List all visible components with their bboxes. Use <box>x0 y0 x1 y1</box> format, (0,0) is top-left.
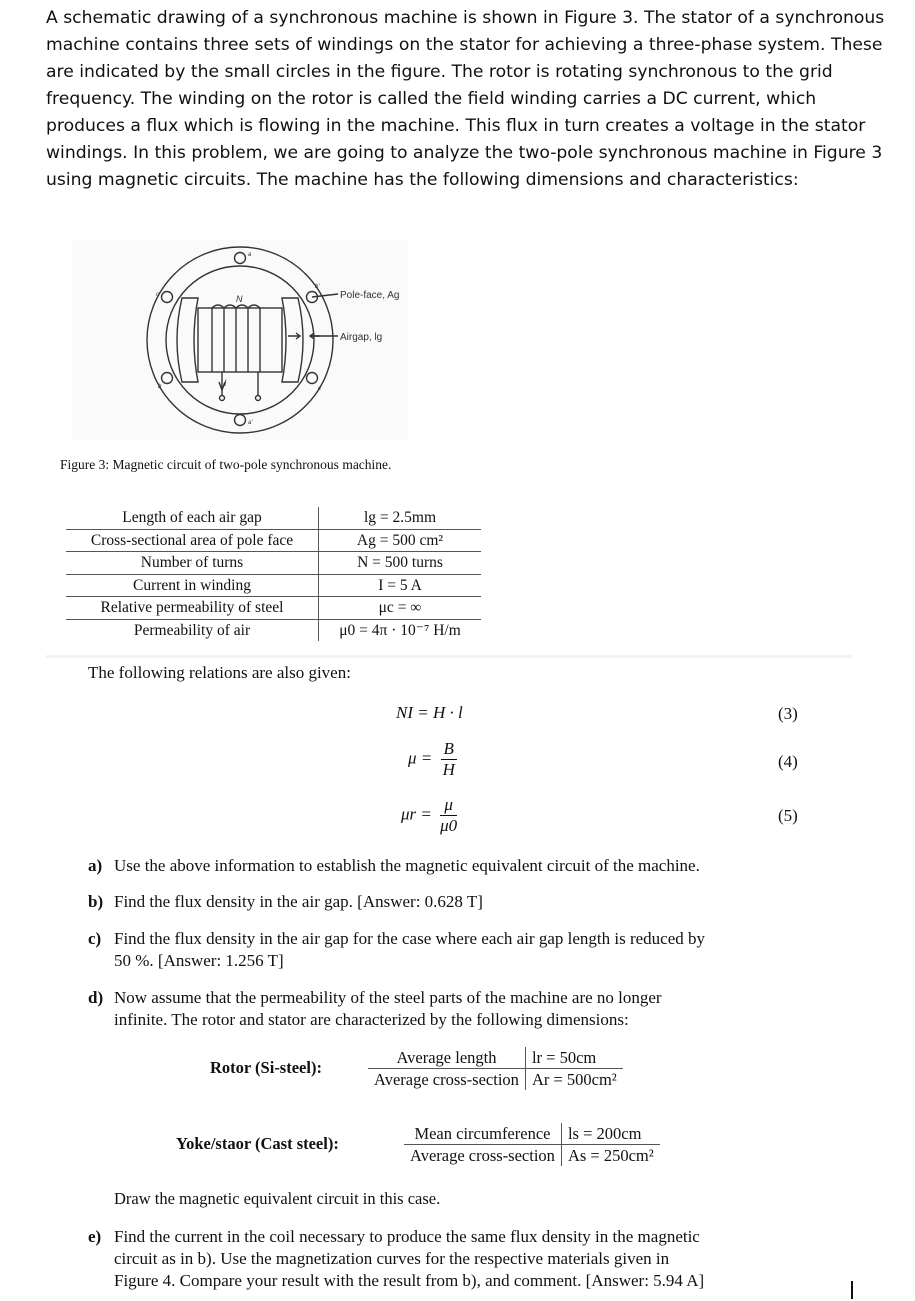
relations-heading: The following relations are also given: <box>88 663 351 682</box>
question-text: 50 %. [Answer: 1.256 T] <box>114 951 284 970</box>
spec-table <box>66 507 481 641</box>
question-d <box>88 987 808 1031</box>
equation-4 <box>408 739 457 780</box>
spec-value: N = 500 turns <box>319 552 482 575</box>
table-row <box>404 1123 660 1145</box>
question-label: b) <box>88 892 104 911</box>
fraction-numerator: μ <box>440 795 457 816</box>
rotor-value: Ar = 500cm² <box>531 1070 617 1089</box>
label-N: N <box>236 294 243 304</box>
question-label: a) <box>88 856 103 875</box>
label-a-prime: a' <box>248 420 253 426</box>
rotor-label: Average cross-section <box>368 1069 525 1091</box>
yoke-value: As = 250cm² <box>567 1146 654 1165</box>
question-text: Now assume that the permeability of the steel parts of the machine are no longer <box>114 988 662 1007</box>
question-e <box>88 1226 808 1292</box>
spec-label: Length of each air gap <box>66 507 319 529</box>
label-b: b <box>158 384 162 390</box>
synchronous-machine-figure <box>72 240 408 440</box>
yoke-table <box>404 1123 660 1166</box>
question-text: Find the flux density in the air gap for the case where each air gap length is reduced by <box>114 929 706 948</box>
draw-instruction: Draw the magnetic equivalent circuit in this case. <box>114 1189 441 1208</box>
question-text: circuit as in b). Use the magnetization curves for the respective materials given in <box>114 1249 670 1268</box>
rotor-title: Rotor (Si-steel): <box>210 1058 322 1077</box>
yoke-label: Mean circumference <box>404 1123 561 1145</box>
label-I: I <box>224 378 227 388</box>
question-a <box>88 855 808 877</box>
label-pole-face: Pole-face, Ag <box>340 290 400 301</box>
rotor-label: Average length <box>368 1047 525 1069</box>
figure-caption: Figure 3: Magnetic circuit of two-pole synchronous machine. <box>60 457 392 472</box>
question-label: d) <box>88 988 104 1007</box>
label-c: c <box>318 386 321 392</box>
question-text: Find the current in the coil necessary to produce the same flux density in the magnetic <box>114 1227 700 1246</box>
spec-value: Ag = 500 cm² <box>319 529 482 552</box>
yoke-title: Yoke/staor (Cast steel): <box>176 1134 339 1153</box>
equation-5 <box>401 795 457 836</box>
spec-label: Permeability of air <box>66 619 319 641</box>
rotor-table <box>368 1047 623 1090</box>
table-row <box>66 597 481 620</box>
label-c-prime: c' <box>156 292 161 298</box>
question-b <box>88 891 808 913</box>
spec-label: Current in winding <box>66 574 319 597</box>
fraction-denominator: μ0 <box>440 816 458 835</box>
equation-number: (5) <box>778 806 798 825</box>
question-text: infinite. The rotor and stator are characterized by the following dimensions: <box>114 1010 629 1029</box>
table-row <box>66 552 481 575</box>
table-row <box>368 1047 623 1069</box>
table-row <box>66 619 481 641</box>
text-cursor <box>851 1281 853 1299</box>
table-row <box>66 574 481 597</box>
yoke-value: ls = 200cm <box>561 1123 659 1145</box>
equation-3: NI = H · l <box>396 703 463 722</box>
question-text: Figure 4. Compare your result with the result from b), and comment. [Answer: 5.94 A] <box>114 1271 705 1290</box>
spec-label: Relative permeability of steel <box>66 597 319 620</box>
rotor-value: lr = 50cm <box>525 1047 622 1069</box>
equation-lhs: μ = <box>408 748 433 768</box>
spec-value: lg = 2.5mm <box>319 507 482 529</box>
table-row <box>66 507 481 529</box>
equation-lhs: μr = <box>401 804 432 824</box>
question-label: e) <box>88 1227 102 1246</box>
equation-number: (3) <box>778 704 798 723</box>
intro-paragraph: A schematic drawing of a synchronous machine is shown in Figure 3. The stator of a synchronous machine contains three sets of windings on the stator for achieving a three-phase system. These are indicated by the small circles in the figure. The rotor is rotating synchronous to the grid frequency. The winding on the rotor is called the field winding carries a DC current, which produces a flux which is flowing in the machine. This flux in turn creates a voltage in the stator windings. In this problem, we are going to analyze the two-pole synchronous machine in Figure 3 using magnetic circuits. The machine has the following dimensions and characteristics: <box>46 8 885 190</box>
question-text: Find the flux density in the air gap. [Answer: 0.628 T] <box>114 892 483 911</box>
question-text: Use the above information to establish the magnetic equivalent circuit of the machine. <box>114 856 700 875</box>
question-c <box>88 928 808 972</box>
label-a: a <box>248 252 252 258</box>
spec-label: Number of turns <box>66 552 319 575</box>
question-label: c) <box>88 929 102 948</box>
spec-value: μ0 = 4π · 10⁻⁷ H/m <box>339 621 461 639</box>
spec-value: I = 5 A <box>319 574 482 597</box>
spec-value: μc = ∞ <box>319 597 482 620</box>
spec-label: Cross-sectional area of pole face <box>66 529 319 552</box>
equation-number: (4) <box>778 752 798 771</box>
fraction-denominator: H <box>442 760 455 779</box>
label-b-prime: b' <box>315 284 320 290</box>
table-row <box>404 1145 660 1167</box>
yoke-label: Average cross-section <box>404 1145 561 1167</box>
table-row <box>66 529 481 552</box>
table-row <box>368 1069 623 1091</box>
section-divider <box>46 655 852 658</box>
fraction-numerator: B <box>441 739 457 760</box>
label-airgap: Airgap, lg <box>340 332 383 343</box>
